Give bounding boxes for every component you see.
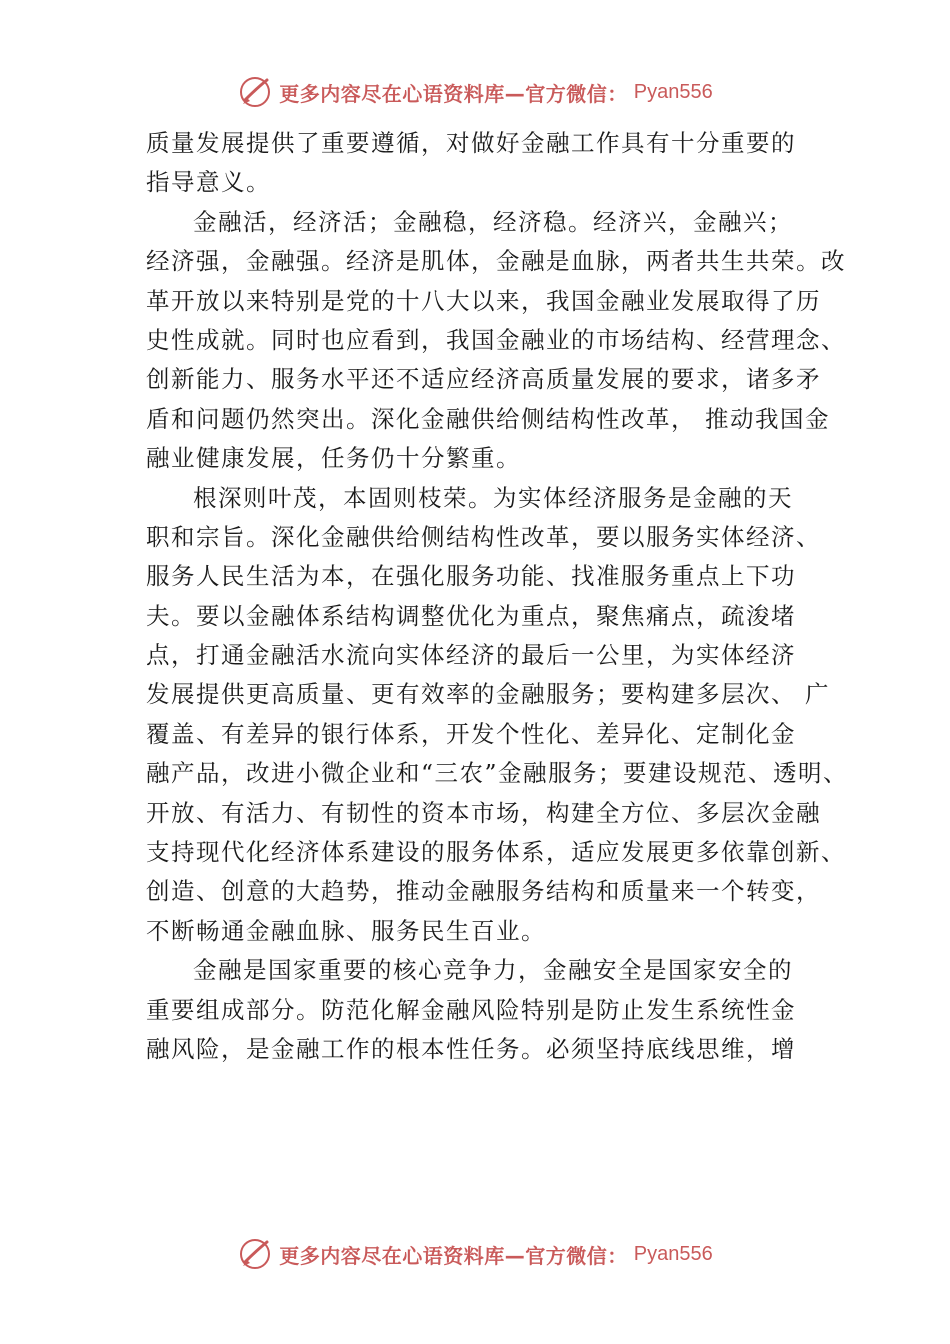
text-line: 职和宗旨。深化金融供给侧结构性改革，要以服务实体经济、 xyxy=(146,522,821,551)
text-line: 革开放以来特别是党的十八大以来，我国金融业发展取得了历 xyxy=(146,286,821,315)
text-line: 指导意义。 xyxy=(146,168,271,197)
text-line: 史性成就。同时也应看到，我国金融业的市场结构、经营理念、 xyxy=(146,325,846,354)
footer-watermark-text: 更多内容尽在心语资料库—官方微信： xyxy=(279,1243,628,1268)
article-body xyxy=(146,124,849,1069)
text-line: 质量发展提供了重要遵循，对做好金融工作具有十分重要的 xyxy=(146,129,796,157)
text-line: 盾和问题仍然突出。深化金融供给侧结构性改革， 推动我国金 xyxy=(146,404,830,433)
pen-logo-icon xyxy=(237,74,273,110)
header-watermark xyxy=(0,74,950,110)
header-wechat-id: Pyan556 xyxy=(633,80,713,103)
text-line: 创新能力、服务水平还不适应经济高质量发展的要求，诸多矛 xyxy=(146,365,821,394)
text-line: 服务人民生活为本，在强化服务功能、找准服务重点上下功 xyxy=(146,562,796,591)
text-line: 不断畅通金融血脉、服务民生百业。 xyxy=(146,916,546,945)
paragraph-start-line: 金融是国家重要的核心竞争力，金融安全是国家安全的 xyxy=(193,956,793,985)
text-line: 融产品，改进小微企业和“三农”金融服务；要建设规范、透明、 xyxy=(146,759,849,788)
text-line: 覆盖、有差异的银行体系，开发个性化、差异化、定制化金 xyxy=(146,719,796,748)
paragraph-start-line: 金融活，经济活；金融稳，经济稳。经济兴，金融兴； xyxy=(193,207,793,236)
pen-logo-icon xyxy=(237,1236,273,1272)
text-line: 支持现代化经济体系建设的服务体系，适应发展更多依靠创新、 xyxy=(146,838,846,867)
text-line: 重要组成部分。防范化解金融风险特别是防止发生系统性金 xyxy=(146,995,796,1024)
text-line: 融业健康发展，任务仍十分繁重。 xyxy=(146,444,521,473)
text-line: 创造、创意的大趋势，推动金融服务结构和质量来一个转变， xyxy=(146,877,821,906)
text-line: 发展提供更高质量、更有效率的金融服务；要构建多层次、 广 xyxy=(146,680,830,709)
header-watermark-text: 更多内容尽在心语资料库—官方微信： xyxy=(279,81,628,106)
text-line: 开放、有活力、有韧性的资本市场，构建全方位、多层次金融 xyxy=(146,798,821,827)
footer-wechat-id: Pyan556 xyxy=(633,1242,713,1265)
text-line: 点，打通金融活水流向实体经济的最后一公里，为实体经济 xyxy=(146,641,796,670)
text-line: 融风险，是金融工作的根本性任务。必须坚持底线思维，增 xyxy=(146,1034,796,1063)
paragraph-start-line: 根深则叶茂，本固则枝荣。为实体经济服务是金融的天 xyxy=(193,483,793,512)
footer-watermark xyxy=(0,1236,950,1272)
text-line: 经济强，金融强。经济是肌体，金融是血脉，两者共生共荣。改 xyxy=(146,247,846,276)
text-line: 夫。要以金融体系结构调整优化为重点，聚焦痛点，疏浚堵 xyxy=(146,601,796,630)
